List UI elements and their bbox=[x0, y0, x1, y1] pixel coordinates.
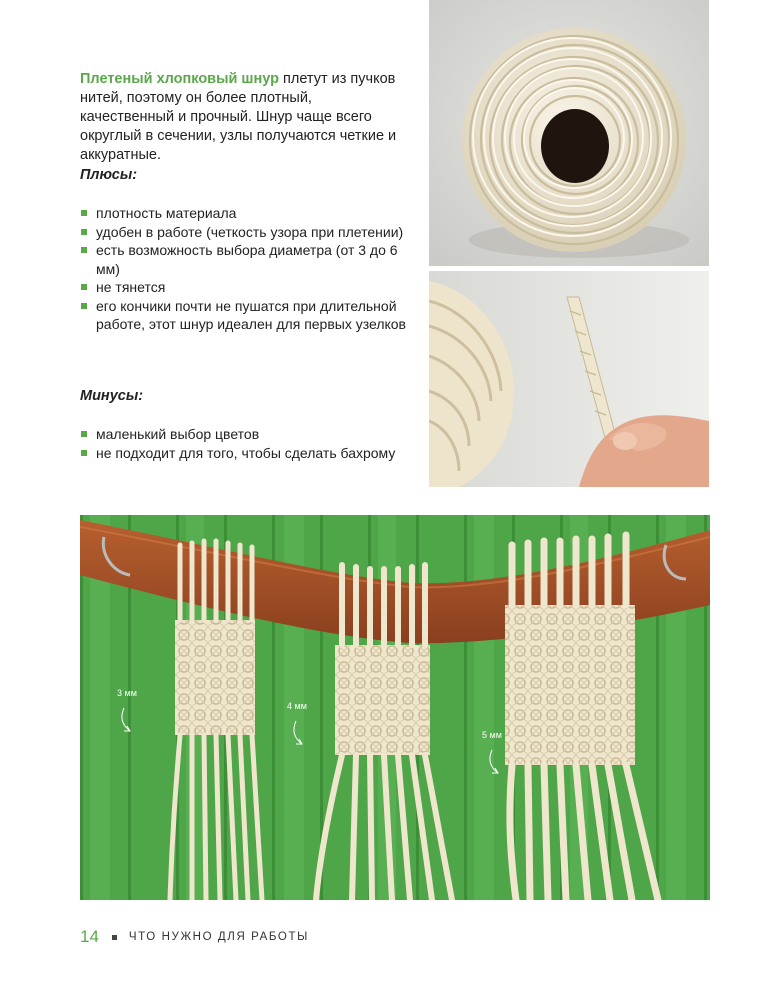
cons-list bbox=[80, 425, 415, 462]
pros-heading: Плюсы: bbox=[80, 167, 138, 183]
pros-list bbox=[80, 204, 415, 334]
list-item: есть возможность выбора диаметра (от 3 до 6 мм) bbox=[80, 241, 415, 278]
macrame-cord-size-photo bbox=[80, 515, 710, 900]
list-item: удобен в работе (четкость узора при плетении) bbox=[80, 223, 415, 242]
size-label-4mm: 4 мм bbox=[287, 701, 307, 711]
list-item: плотность материала bbox=[80, 204, 415, 223]
list-item: его кончики почти не пушатся при длительной работе, этот шнур идеален для первых узелков bbox=[80, 297, 415, 334]
page-number: 14 bbox=[80, 927, 99, 946]
intro-highlight: Плетеный хлопковый шнур bbox=[80, 71, 279, 87]
size-label-5mm: 5 мм bbox=[482, 730, 502, 740]
cord-in-hand-photo bbox=[429, 271, 709, 487]
list-item: не подходит для того, чтобы сделать бахрому bbox=[80, 444, 415, 463]
size-label-3mm: 3 мм bbox=[117, 688, 137, 698]
footer-separator bbox=[112, 935, 117, 940]
page-footer bbox=[80, 925, 309, 949]
cord-ball-photo bbox=[429, 0, 709, 266]
intro-paragraph bbox=[80, 70, 410, 165]
list-item: не тянется bbox=[80, 278, 415, 297]
list-item: маленький выбор цветов bbox=[80, 425, 415, 444]
section-title: ЧТО НУЖНО ДЛЯ РАБОТЫ bbox=[128, 931, 309, 943]
intro-text: плетут из пучков нитей, поэтому он более плотный, качественный и прочный. Шнур чаще всего округлый в сечении, узлы получаются четкие и аккуратные. bbox=[80, 71, 397, 163]
cons-heading: Минусы: bbox=[80, 388, 144, 404]
